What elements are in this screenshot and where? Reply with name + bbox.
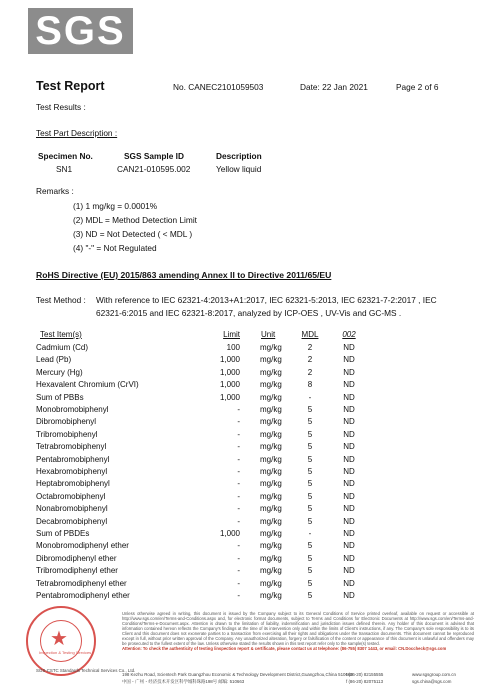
unit-cell: mg/kg bbox=[260, 367, 282, 377]
remarks-label: Remarks : bbox=[36, 186, 74, 196]
result-cell: ND bbox=[343, 417, 355, 427]
limit-cell: - bbox=[237, 467, 240, 476]
mdl-cell: - bbox=[308, 392, 312, 402]
result-cell: ND bbox=[343, 529, 355, 538]
test-item-cell: Pentabromobiphenyl bbox=[36, 454, 110, 464]
col-unit-header: Unit bbox=[261, 330, 276, 339]
unit-cell: mg/kg bbox=[260, 467, 282, 476]
mdl-cell: 5 bbox=[307, 442, 313, 452]
part-description-heading: Test Part Description : bbox=[36, 128, 118, 138]
seal-text: Inspection & Testing Services bbox=[39, 650, 92, 655]
test-item-cell: Nonabromobiphenyl bbox=[36, 504, 108, 514]
table-row bbox=[0, 442, 490, 455]
mdl-cell: 5 bbox=[307, 516, 313, 526]
unit-cell: mg/kg bbox=[260, 553, 282, 563]
remark-item: (2) MDL = Method Detection Limit bbox=[73, 215, 197, 225]
mdl-cell: 8 bbox=[307, 380, 313, 390]
test-method-line1: With reference to IEC 62321-4:2013+A1:2017, IEC 62321-5:2013, IEC 62321-7-2:2017 , IEC bbox=[96, 295, 437, 305]
test-item-cell: Cadmium (Cd) bbox=[36, 343, 89, 352]
limit-cell: - bbox=[237, 541, 240, 551]
unit-cell: mg/kg bbox=[260, 566, 282, 576]
footer-phone: t (86-20) 82155555 bbox=[346, 672, 384, 677]
unit-cell: mg/kg bbox=[260, 417, 282, 427]
table-row bbox=[0, 355, 490, 368]
test-method-label: Test Method : bbox=[36, 295, 86, 305]
mdl-cell: 5 bbox=[307, 479, 313, 489]
limit-cell: - bbox=[237, 566, 240, 576]
mdl-cell: 5 bbox=[307, 429, 313, 439]
result-cell: ND bbox=[343, 405, 355, 414]
limit-cell: - bbox=[237, 429, 240, 439]
unit-cell: mg/kg bbox=[260, 405, 282, 414]
report-date: Date: 22 Jan 2021 bbox=[300, 82, 368, 92]
test-item-cell: Lead (Pb) bbox=[36, 355, 72, 365]
table-row bbox=[0, 393, 490, 406]
mdl-cell: 5 bbox=[307, 541, 313, 551]
result-cell: ND bbox=[343, 467, 355, 476]
result-cell: ND bbox=[343, 442, 355, 452]
unit-cell: mg/kg bbox=[260, 578, 282, 588]
result-cell: ND bbox=[343, 516, 355, 526]
test-item-cell: Monobromobiphenyl bbox=[36, 405, 109, 414]
table-row bbox=[0, 579, 490, 592]
table-row bbox=[0, 517, 490, 530]
table-row bbox=[0, 504, 490, 517]
report-title: Test Report bbox=[36, 79, 105, 93]
unit-cell: mg/kg bbox=[260, 454, 282, 464]
table-row bbox=[0, 368, 490, 381]
result-cell: ND bbox=[343, 392, 355, 402]
mdl-cell: 5 bbox=[307, 405, 313, 414]
mdl-cell: 5 bbox=[307, 504, 313, 514]
mdl-cell: 5 bbox=[307, 467, 313, 476]
result-cell: ND bbox=[343, 343, 355, 352]
test-item-cell: Dibromobiphenyl bbox=[36, 417, 97, 427]
mdl-cell: 5 bbox=[307, 591, 313, 600]
limit-cell: - bbox=[237, 591, 240, 600]
limit-cell: - bbox=[237, 578, 240, 588]
rohs-directive-title: RoHS Directive (EU) 2015/863 amending Annex II to Directive 2011/65/EU bbox=[36, 270, 332, 280]
remark-item: (3) ND = Not Detected ( < MDL ) bbox=[73, 229, 193, 239]
test-results-label: Test Results : bbox=[36, 102, 86, 112]
footer-fax: f (86-20) 82075113 bbox=[346, 679, 384, 684]
description-value: Yellow liquid bbox=[216, 164, 262, 174]
result-cell: ND bbox=[343, 553, 355, 563]
limit-cell: - bbox=[237, 454, 240, 464]
company-name: SGS-CSTC Standards Technical Services Co., Ltd. bbox=[36, 668, 136, 673]
limit-cell: 100 bbox=[226, 343, 240, 352]
unit-cell: mg/kg bbox=[260, 343, 282, 352]
mdl-cell: 5 bbox=[307, 454, 313, 464]
result-cell: ND bbox=[343, 566, 355, 576]
table-row bbox=[0, 566, 490, 579]
unit-cell: mg/kg bbox=[260, 392, 282, 402]
test-item-cell: Dibromodiphenyl ether bbox=[36, 553, 117, 563]
result-cell: ND bbox=[343, 578, 355, 588]
unit-cell: mg/kg bbox=[260, 591, 282, 600]
footer-web: www.sgsgroup.com.cn bbox=[412, 672, 456, 677]
limit-cell: - bbox=[237, 417, 240, 427]
table-row bbox=[0, 405, 490, 418]
limit-cell: - bbox=[237, 479, 240, 489]
limit-cell: 1,000 bbox=[219, 380, 240, 390]
star-icon: ★ bbox=[50, 628, 68, 650]
col-description-header: Description bbox=[216, 151, 262, 161]
sgs-logo: SGS bbox=[28, 8, 133, 54]
mdl-cell: 2 bbox=[307, 343, 313, 352]
col-limit-header: Limit bbox=[223, 330, 240, 339]
footer-disclaimer bbox=[122, 611, 474, 651]
table-row bbox=[0, 541, 490, 554]
table-row bbox=[0, 591, 490, 604]
mdl-cell: 2 bbox=[307, 355, 313, 365]
table-row bbox=[0, 343, 490, 356]
test-item-cell: Tetrabromobiphenyl bbox=[36, 442, 107, 452]
test-item-cell: Tribromodiphenyl ether bbox=[36, 566, 118, 576]
limit-cell: - bbox=[237, 405, 240, 414]
report-number: No. CANEC2101059503 bbox=[173, 82, 264, 92]
result-cell: ND bbox=[343, 479, 355, 489]
result-cell: ND bbox=[343, 504, 355, 514]
unit-cell: mg/kg bbox=[260, 504, 282, 514]
table-row bbox=[0, 529, 490, 542]
unit-cell: mg/kg bbox=[260, 355, 282, 365]
col-test-item-header: Test Item(s) bbox=[40, 330, 82, 339]
result-cell: ND bbox=[343, 429, 355, 439]
col-specimen-header: Specimen No. bbox=[38, 151, 93, 161]
table-row bbox=[0, 554, 490, 567]
limit-cell: 1,000 bbox=[219, 355, 240, 365]
footer-attention: Attention: To check the authenticity of testing /inspection report & certificate, please contact us at telephone: (86-755) 8307 1443, or email: CN.Doccheck@sgs.com bbox=[122, 646, 447, 651]
result-cell: ND bbox=[343, 454, 355, 464]
test-item-cell: Hexabromobiphenyl bbox=[36, 467, 108, 476]
test-item-cell: Heptabromobiphenyl bbox=[36, 479, 110, 489]
table-row bbox=[0, 479, 490, 492]
table-row bbox=[0, 417, 490, 430]
result-cell: ND bbox=[343, 541, 355, 551]
footer-address-en: 198 Kezhu Road, Scientech Park Guangzhou Economic & Technology Development District,Guangzhou,China 510663 bbox=[122, 672, 353, 677]
mdl-cell: 5 bbox=[307, 566, 313, 576]
test-item-cell: Octabromobiphenyl bbox=[36, 491, 106, 501]
remark-item: (1) 1 mg/kg = 0.0001% bbox=[73, 201, 158, 211]
page-number: Page 2 of 6 bbox=[396, 82, 439, 92]
test-item-cell: Sum of PBBs bbox=[36, 392, 84, 402]
col-mdl-header: MDL bbox=[301, 330, 319, 339]
mdl-cell: 5 bbox=[307, 553, 313, 563]
limit-cell: 1,000 bbox=[219, 367, 240, 377]
disclaimer-text: Unless otherwise agreed in writing, this document is issued by the Company subject to its General Conditions of Service printed overleaf, available on request or accessible at http://www.sgs.com/en/Terms-and-Conditions.aspx and, for electronic format documents, subject to Terms and Conditions for Electronic Documents at http://www.sgs.com/en/Terms-and-Conditions/Terms-e-Document.aspx. Attention is drawn to the limitation of liability, indemnification and jurisdiction issues defined therein. Any holder of this document is advised that information contained hereon reflects the Company's findings at the time of its intervention only and within the limits of Client's instructions, if any. The Company's sole responsibility is to its Client and this document does not exonerate parties to a transaction from exercising all their rights and obligations under the transaction documents. This document cannot be reproduced except in full, without prior written approval of the Company. Any unauthorized alteration, forgery or falsification of the content or appearance of this document is unlawful and offenders may be prosecuted to the fullest extent of the law. Unless otherwise stated the results shown in this test report refer only to the sample(s) tested. bbox=[122, 611, 474, 646]
col-sample-id-header: SGS Sample ID bbox=[124, 151, 184, 161]
limit-cell: 1,000 bbox=[219, 392, 240, 402]
limit-cell: - bbox=[237, 491, 240, 501]
mdl-cell: 5 bbox=[307, 491, 313, 501]
unit-cell: mg/kg bbox=[260, 541, 282, 551]
test-method-line2: 62321-6:2015 and IEC 62321-8:2017, analyzed by ICP-OES , UV-Vis and GC-MS . bbox=[96, 308, 402, 318]
limit-cell: - bbox=[237, 504, 240, 514]
test-item-cell: Decabromobiphenyl bbox=[36, 516, 108, 526]
unit-cell: mg/kg bbox=[260, 380, 282, 390]
unit-cell: mg/kg bbox=[260, 529, 282, 538]
result-cell: ND bbox=[343, 491, 355, 501]
unit-cell: mg/kg bbox=[260, 491, 282, 501]
unit-cell: mg/kg bbox=[260, 516, 282, 526]
limit-cell: 1,000 bbox=[219, 529, 240, 538]
test-item-cell: Mercury (Hg) bbox=[36, 367, 83, 377]
test-item-cell: Tetrabromodiphenyl ether bbox=[36, 578, 127, 588]
mdl-cell: 5 bbox=[307, 578, 313, 588]
mdl-cell: - bbox=[308, 529, 312, 538]
col-result-header: 002 bbox=[342, 330, 356, 339]
table-header-row bbox=[0, 330, 490, 343]
test-item-cell: Monobromodiphenyl ether bbox=[36, 541, 129, 551]
unit-cell: mg/kg bbox=[260, 429, 282, 439]
unit-cell: mg/kg bbox=[260, 479, 282, 489]
result-cell: ND bbox=[343, 355, 355, 365]
remark-item: (4) "-" = Not Regulated bbox=[73, 243, 157, 253]
test-item-cell: Sum of PBDEs bbox=[36, 529, 90, 538]
mdl-cell: 2 bbox=[307, 367, 313, 377]
limit-cell: - bbox=[237, 442, 240, 452]
table-row bbox=[0, 380, 490, 393]
mdl-cell: 5 bbox=[307, 417, 313, 427]
test-item-cell: Tribromobiphenyl bbox=[36, 429, 98, 439]
test-item-cell: Hexavalent Chromium (CrVI) bbox=[36, 380, 139, 390]
limit-cell: - bbox=[237, 553, 240, 563]
footer-email: sgs.china@sgs.com bbox=[412, 679, 452, 684]
test-item-cell: Pentabromodiphenyl ether bbox=[36, 591, 130, 600]
table-row bbox=[0, 430, 490, 443]
result-cell: ND bbox=[343, 591, 355, 600]
footer-address-cn: 中国・广州・经济技术开发区科学城科珠路198号 邮编: 510663 bbox=[122, 679, 245, 684]
table-row bbox=[0, 492, 490, 505]
result-cell: ND bbox=[343, 380, 355, 390]
specimen-value: SN1 bbox=[56, 164, 73, 174]
limit-cell: - bbox=[237, 516, 240, 526]
result-cell: ND bbox=[343, 367, 355, 377]
unit-cell: mg/kg bbox=[260, 442, 282, 452]
sample-id-value: CAN21-010595.002 bbox=[117, 164, 191, 174]
table-row bbox=[0, 455, 490, 468]
table-row bbox=[0, 467, 490, 480]
